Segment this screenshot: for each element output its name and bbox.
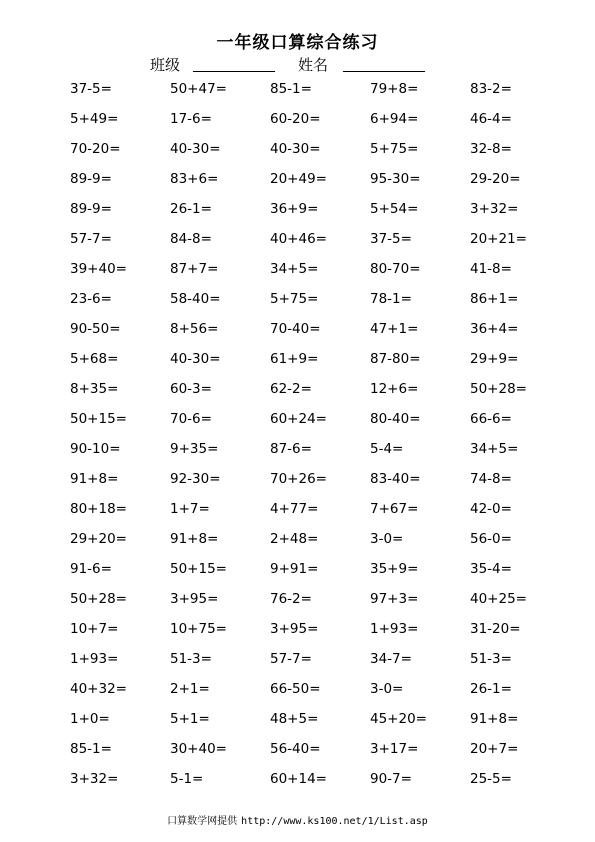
problem-row [70,679,570,709]
problem-row [70,619,570,649]
math-problem: 5+49= [70,111,119,127]
math-problem: 57-7= [70,231,112,247]
math-problem: 3-0= [370,531,404,547]
math-problem: 70-20= [70,141,121,157]
math-problem: 76-2= [270,591,312,607]
problem-row [70,469,570,499]
math-problem: 90-50= [70,321,121,337]
math-problem: 97+3= [370,591,419,607]
math-problem: 91-6= [70,561,112,577]
math-problem: 5-1= [170,771,204,787]
math-problem: 58-40= [170,291,221,307]
math-problem: 85-1= [70,741,112,757]
math-problem: 89-9= [70,171,112,187]
problem-row [70,199,570,229]
math-problem: 3+32= [470,201,519,217]
math-problem: 2+1= [170,681,210,697]
math-problem: 56-40= [270,741,321,757]
math-problem: 40-30= [170,351,221,367]
math-problem: 5-4= [370,441,404,457]
math-problem: 37-5= [370,231,412,247]
problem-row [70,229,570,259]
math-problem: 1+0= [70,711,110,727]
math-problem: 29+20= [70,531,127,547]
math-problem: 29-20= [470,171,521,187]
math-problem: 20+7= [470,741,519,757]
math-problem: 50+15= [170,561,227,577]
problem-row [70,529,570,559]
math-problem: 1+7= [170,501,210,517]
student-info-row [0,54,595,76]
math-problem: 40-30= [170,141,221,157]
problem-row [70,439,570,469]
math-problem: 60-20= [270,111,321,127]
math-problem: 9+35= [170,441,219,457]
math-problem: 10+7= [70,621,119,637]
math-problem: 74-8= [470,471,512,487]
math-problem: 92-30= [170,471,221,487]
math-problem: 20+49= [270,171,327,187]
math-problem: 5+1= [170,711,210,727]
problem-row [70,259,570,289]
problem-row [70,559,570,589]
math-problem: 62-2= [270,381,312,397]
math-problem: 83-2= [470,81,512,97]
math-problem: 7+67= [370,501,419,517]
problem-row [70,709,570,739]
math-problem: 47+1= [370,321,419,337]
name-blank-line[interactable] [343,71,425,72]
math-problem: 80-70= [370,261,421,277]
math-problem: 66-6= [470,411,512,427]
math-problem: 34+5= [270,261,319,277]
math-problem: 48+5= [270,711,319,727]
math-problem: 36+9= [270,201,319,217]
math-problem: 8+56= [170,321,219,337]
math-problem: 87+7= [170,261,219,277]
math-problem: 87-80= [370,351,421,367]
math-problem: 35+9= [370,561,419,577]
math-problem: 50+28= [70,591,127,607]
math-problem: 35-4= [470,561,512,577]
math-problem: 3+32= [70,771,119,787]
math-problem: 60+14= [270,771,327,787]
math-problem: 57-7= [270,651,312,667]
math-problem: 41-8= [470,261,512,277]
math-problem: 89-9= [70,201,112,217]
math-problem: 66-50= [270,681,321,697]
math-problem: 50+47= [170,81,227,97]
math-problem: 5+75= [270,291,319,307]
footer [0,812,595,827]
math-problem: 40-30= [270,141,321,157]
math-problem: 29+9= [470,351,519,367]
problem-row [70,319,570,349]
math-problem: 1+93= [370,621,419,637]
math-problem: 40+46= [270,231,327,247]
math-problem: 9+91= [270,561,319,577]
problem-row [70,649,570,679]
math-problem: 42-0= [470,501,512,517]
math-problem: 32-8= [470,141,512,157]
math-problem: 91+8= [470,711,519,727]
math-problem: 50+15= [70,411,127,427]
math-problem: 56-0= [470,531,512,547]
math-problem: 83+6= [170,171,219,187]
problem-row [70,739,570,769]
math-problem: 1+93= [70,651,119,667]
problem-row [70,379,570,409]
class-blank-line[interactable] [193,71,275,72]
math-problem: 87-6= [270,441,312,457]
math-problem: 5+54= [370,201,419,217]
math-problem: 83-40= [370,471,421,487]
math-problem: 23-6= [70,291,112,307]
math-problem: 91+8= [170,531,219,547]
math-problem: 34-7= [370,651,412,667]
math-problem: 5+75= [370,141,419,157]
math-problem: 20+21= [470,231,527,247]
math-problem: 45+20= [370,711,427,727]
math-problem: 36+4= [470,321,519,337]
math-problem: 17-6= [170,111,212,127]
math-problem: 26-1= [470,681,512,697]
math-problem: 70+26= [270,471,327,487]
math-problem: 26-1= [170,201,212,217]
problem-row [70,349,570,379]
math-problem: 90-10= [70,441,121,457]
problem-row [70,409,570,439]
math-problem: 60+24= [270,411,327,427]
math-problem: 91+8= [70,471,119,487]
math-problem: 79+8= [370,81,419,97]
math-problem: 60-3= [170,381,212,397]
math-problem: 2+48= [270,531,319,547]
math-problem: 34+5= [470,441,519,457]
class-label: 班级 [150,56,181,74]
problem-row [70,499,570,529]
problem-grid [70,79,570,799]
math-problem: 30+40= [170,741,227,757]
math-problem: 6+94= [370,111,419,127]
footer-url[interactable]: http://www.ks100.net/1/List.asp [241,816,428,827]
math-problem: 80+18= [70,501,127,517]
math-problem: 3+95= [270,621,319,637]
math-problem: 85-1= [270,81,312,97]
math-problem: 4+77= [270,501,319,517]
worksheet-title: 一年级口算综合练习 [216,33,379,53]
math-problem: 3+17= [370,741,419,757]
math-problem: 90-7= [370,771,412,787]
math-problem: 51-3= [470,651,512,667]
footer-label: 口算数学网提供 [167,816,238,827]
math-problem: 37-5= [70,81,112,97]
problem-row [70,139,570,169]
problem-row [70,769,570,799]
name-label: 姓名 [298,56,329,74]
math-problem: 31-20= [470,621,521,637]
problem-row [70,79,570,109]
math-problem: 3+95= [170,591,219,607]
math-problem: 86+1= [470,291,519,307]
math-problem: 78-1= [370,291,412,307]
problem-row [70,109,570,139]
math-problem: 50+28= [470,381,527,397]
math-problem: 70-6= [170,411,212,427]
problem-row [70,589,570,619]
math-problem: 3-0= [370,681,404,697]
math-problem: 40+25= [470,591,527,607]
math-problem: 5+68= [70,351,119,367]
problem-row [70,289,570,319]
math-problem: 80-40= [370,411,421,427]
math-problem: 51-3= [170,651,212,667]
math-problem: 39+40= [70,261,127,277]
math-problem: 10+75= [170,621,227,637]
math-problem: 40+32= [70,681,127,697]
math-problem: 8+35= [70,381,119,397]
math-problem: 46-4= [470,111,512,127]
math-problem: 61+9= [270,351,319,367]
math-problem: 70-40= [270,321,321,337]
math-problem: 95-30= [370,171,421,187]
math-problem: 25-5= [470,771,512,787]
math-problem: 12+6= [370,381,419,397]
problem-row [70,169,570,199]
math-problem: 84-8= [170,231,212,247]
